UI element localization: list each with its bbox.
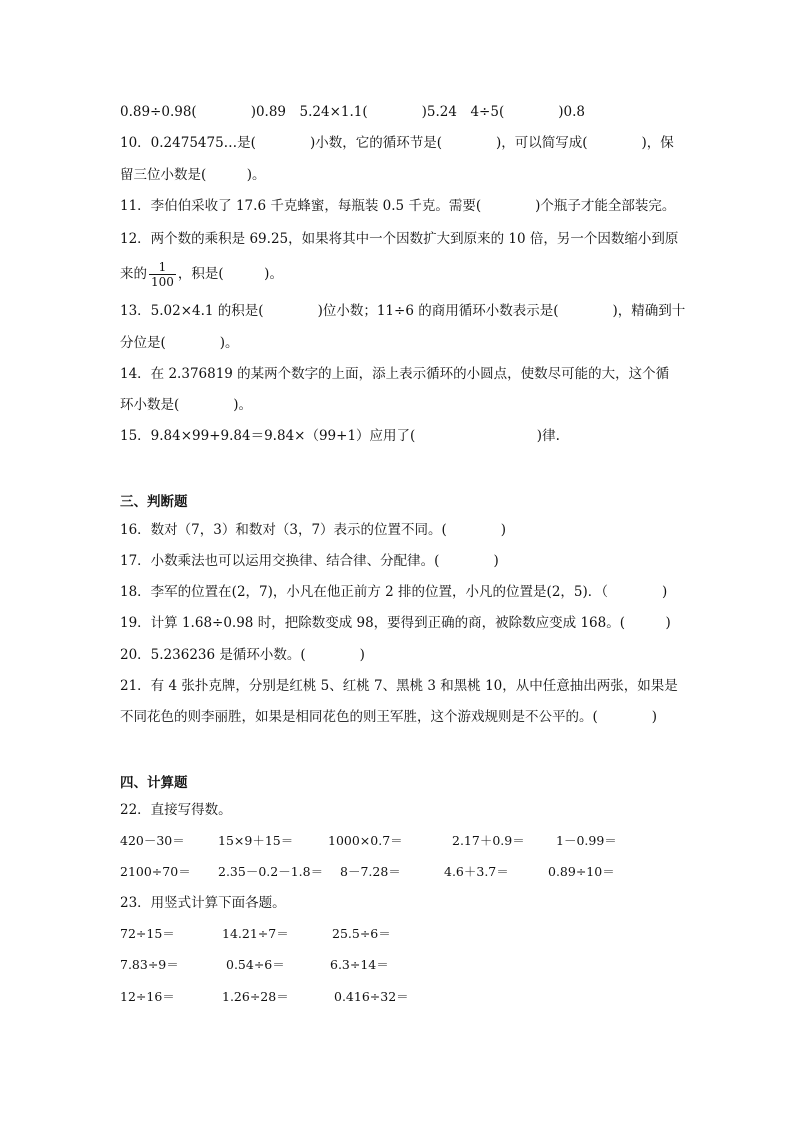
oral-calc-cell: 2.17＋0.9＝	[452, 833, 525, 848]
question-12-line-1: 12．两个数的乘积是 69.25，如果将其中一个因数扩大到原来的 10 倍，另一个因数缩小到原	[120, 231, 679, 247]
vertical-calc-cell: 0.416÷32＝	[334, 989, 409, 1004]
oral-calc-cell: 1－0.99＝	[556, 833, 617, 848]
question-21-line-1: 21．有 4 张扑克牌，分别是红桃 5、红桃 7、黑桃 3 和黑桃 10，从中任意抽出两张，如果是	[120, 678, 678, 694]
fraction-one-hundredth	[149, 260, 176, 289]
question-21-line-2: 不同花色的则李丽胜，如果是相同花色的则王军胜，这个游戏规则是不公平的。( )	[120, 709, 658, 725]
question-13-line-1: 13．5.02×4.1 的积是( )位小数；11÷6 的商用循环小数表示是( )，精确到十	[120, 303, 686, 319]
question-12-text-pre: 来的	[120, 266, 147, 282]
question-12-text-post: ，积是( )。	[177, 266, 283, 282]
question-11: 11．李伯伯采收了 17.6 千克蜂蜜，每瓶装 0.5 千克。需要( )个瓶子才能全部装完。	[120, 198, 676, 214]
question-10-line-2: 留三位小数是( )。	[120, 167, 266, 183]
question-23: 23．用竖式计算下面各题。	[120, 895, 286, 911]
oral-calc-cell: 2.35－0.2－1.8＝	[218, 864, 324, 879]
question-9-line: 0.89÷0.98( )0.89 5.24×1.1( )5.24 4÷5( )0.8	[120, 104, 585, 120]
oral-calc-cell: 4.6＋3.7＝	[444, 864, 509, 879]
vertical-calc-cell: 12÷16＝	[120, 989, 175, 1004]
question-22: 22．直接写得数。	[120, 802, 232, 818]
oral-calc-cell: 2100÷70＝	[120, 864, 191, 879]
fraction-numerator: 1	[158, 260, 167, 274]
question-15: 15．9.84×99+9.84＝9.84×（99+1）应用了( )律.	[120, 428, 560, 444]
vertical-calc-cell: 0.54÷6＝	[226, 957, 285, 972]
vertical-calc-cell: 25.5÷6＝	[332, 926, 391, 941]
vertical-calc-cell: 1.26÷28＝	[222, 989, 289, 1004]
question-17: 17．小数乘法也可以运用交换律、结合律、分配律。( )	[120, 553, 499, 569]
question-18: 18．李军的位置在(2，7)，小凡在他正前方 2 排的位置，小凡的位置是(2，5)．（ )	[120, 584, 668, 600]
section-heading-judge: 三、判断题	[120, 494, 188, 510]
oral-calc-cell: 420－30＝	[120, 833, 185, 848]
oral-calc-cell: 15×9＋15＝	[218, 833, 294, 848]
vertical-calc-cell: 7.83÷9＝	[120, 957, 179, 972]
oral-calc-cell: 8－7.28＝	[340, 864, 401, 879]
question-19: 19．计算 1.68÷0.98 时，把除数变成 98，要得到正确的商，被除数应变成 168。( )	[120, 615, 671, 631]
vertical-calc-cell: 72÷15＝	[120, 926, 175, 941]
question-20: 20．5.236236 是循环小数。( )	[120, 647, 365, 663]
fraction-denominator: 100	[151, 275, 174, 289]
oral-calc-cell: 1000×0.7＝	[328, 833, 403, 848]
question-12-line-2	[120, 260, 283, 289]
section-heading-calc: 四、计算题	[120, 775, 188, 791]
oral-calc-cell: 0.89÷10＝	[548, 864, 615, 879]
question-14-line-1: 14．在 2.376819 的某两个数字的上面，添上表示循环的小圆点，使数尽可能的大，这个循	[120, 366, 670, 382]
vertical-calc-cell: 6.3÷14＝	[330, 957, 389, 972]
vertical-calc-cell: 14.21÷7＝	[222, 926, 289, 941]
question-16: 16．数对（7，3）和数对（3，7）表示的位置不同。( )	[120, 522, 507, 538]
question-14-line-2: 环小数是( )。	[120, 397, 253, 413]
question-13-line-2: 分位是( )。	[120, 335, 239, 351]
question-10-line-1: 10．0.2475475…是( )小数，它的循环节是( )，可以简写成( )，保	[120, 135, 674, 151]
